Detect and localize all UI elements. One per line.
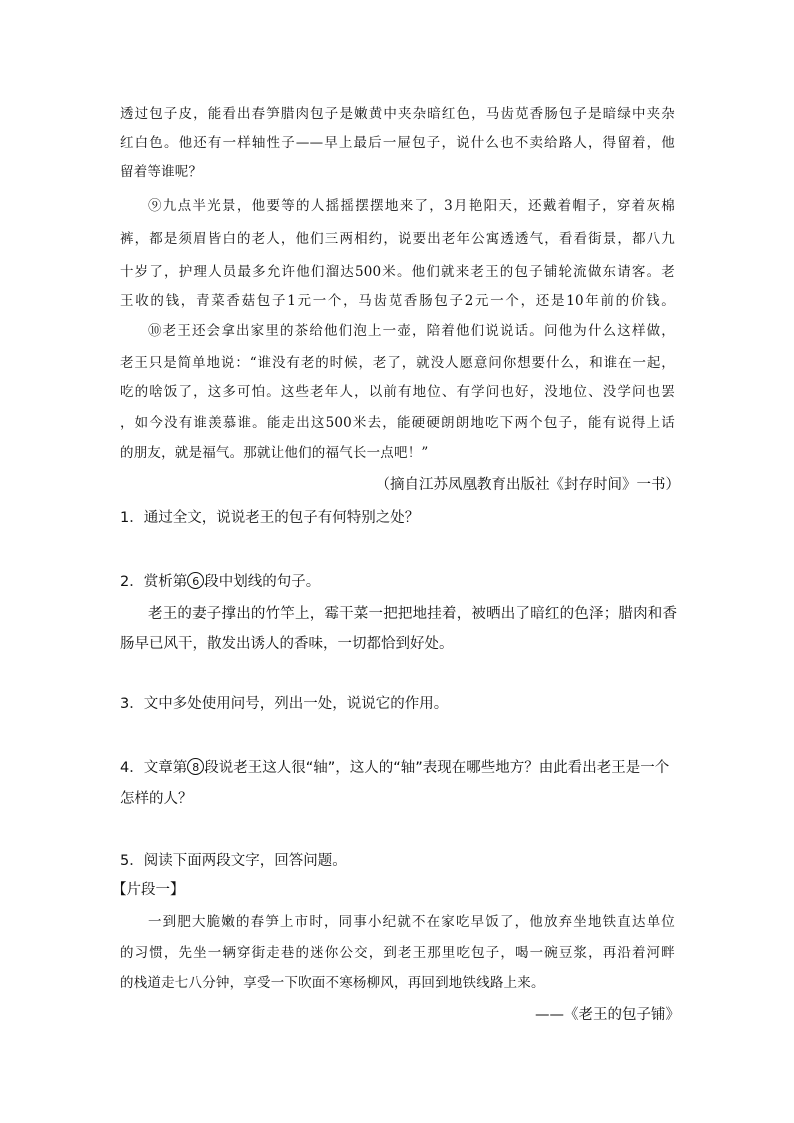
- paragraph-10-line-1: ⑩老王还会拿出家里的茶给他们泡上一壶，陪着他们说说话。问他为什么这样做，: [148, 323, 675, 339]
- fragment-heading: 【片段一】: [112, 882, 185, 898]
- paragraph-10-line-5: 的朋友，就是福气。那就让他们的福气长一点吧！”: [120, 445, 429, 461]
- question-2-quote-line-1: 老王的妻子撑出的竹竿上，霉干菜一把把地挂着，被晒出了暗红的色泽；腊肉和香: [148, 606, 677, 622]
- question-2-quote-line-2: 肠早已风干，散发出诱人的香味，一切都恰到好处。: [120, 636, 454, 652]
- fragment-line-2: 的习惯，先坐一辆穿街走巷的迷你公交，到老王那里吃包子，喝一碗豆浆，再沿着河畔: [120, 945, 675, 961]
- question-2: [120, 572, 680, 592]
- paragraph-8-line-2: 红白色。他还有一样轴性子——早上最后一屉包子，说什么也不卖给路人，得留着，他: [120, 135, 675, 151]
- question-4-prefix: 4．文章第: [120, 760, 188, 776]
- question-5: 5．阅读下面两段文字，回答问题。: [120, 853, 347, 869]
- fragment-line-3: 的栈道走七八分钟，享受一下吹面不寒杨柳风，再回到地铁线路上来。: [120, 975, 545, 991]
- paragraph-10-line-3: 吃的啥饭了，这多可怕。这些老年人，以前有地位、有学问也好，没地位、没学问也罢: [120, 384, 675, 400]
- fragment-line-1: 一到肥大脆嫩的春笋上市时，同事小纪就不在家吃早饭了，他放弃坐地铁直达单位: [148, 914, 675, 930]
- passage-source: （摘自江苏凤凰教育出版社《封存时间》一书）: [375, 477, 680, 493]
- question-4-suffix: 段说老王这人很“轴”，这人的“轴”表现在哪些地方？由此看出老王是一个: [204, 760, 670, 776]
- fragment-source: ——《老王的包子铺》: [535, 1007, 680, 1023]
- question-4-line-2: 怎样的人？: [120, 791, 193, 807]
- question-4: [120, 758, 680, 778]
- paragraph-10-line-2: 老王只是简单地说：“谁没有老的时候，老了，就没人愿意问你想要什么，和谁在一起，: [120, 355, 675, 371]
- paragraph-8-line-1: 透过包子皮，能看出春笋腊肉包子是嫩黄中夹杂暗红色，马齿苋香肠包子是暗绿中夹杂: [120, 106, 675, 122]
- paragraph-9-line-1: ⑨九点半光景，他要等的人摇摇摆摆地来了，3月艳阳天，还戴着帽子，穿着灰棉: [148, 198, 675, 214]
- paragraph-9-line-4: 王收的钱，青菜香菇包子1元一个，马齿苋香肠包子2元一个，还是10年前的价钱。: [120, 293, 675, 309]
- paragraph-9-line-2: 裤，都是须眉皆白的老人，他们三两相约，说要出老年公寓透透气，看看街景，都八九: [120, 231, 675, 247]
- paragraph-10-line-4: ，如今没有谁羡慕谁。能走出这500米去，能硬硬朗朗地吃下两个包子，能有说得上话: [120, 415, 675, 431]
- question-3: 3．文中多处使用问号，列出一处，说说它的作用。: [120, 696, 449, 712]
- paragraph-9-line-3: 十岁了，护理人员最多允许他们溜达500米。他们就来老王的包子铺轮流做东请客。老: [120, 264, 675, 280]
- circled-number-8: 8: [187, 758, 204, 775]
- question-2-prefix: 2．赏析第: [120, 574, 188, 590]
- question-1: 1．通过全文，说说老王的包子有何特别之处？: [120, 510, 420, 526]
- question-2-suffix: 段中划线的句子。: [204, 574, 321, 590]
- paragraph-8-line-3: 留着等谁呢？: [120, 164, 203, 180]
- circled-number-6: 6: [187, 572, 204, 589]
